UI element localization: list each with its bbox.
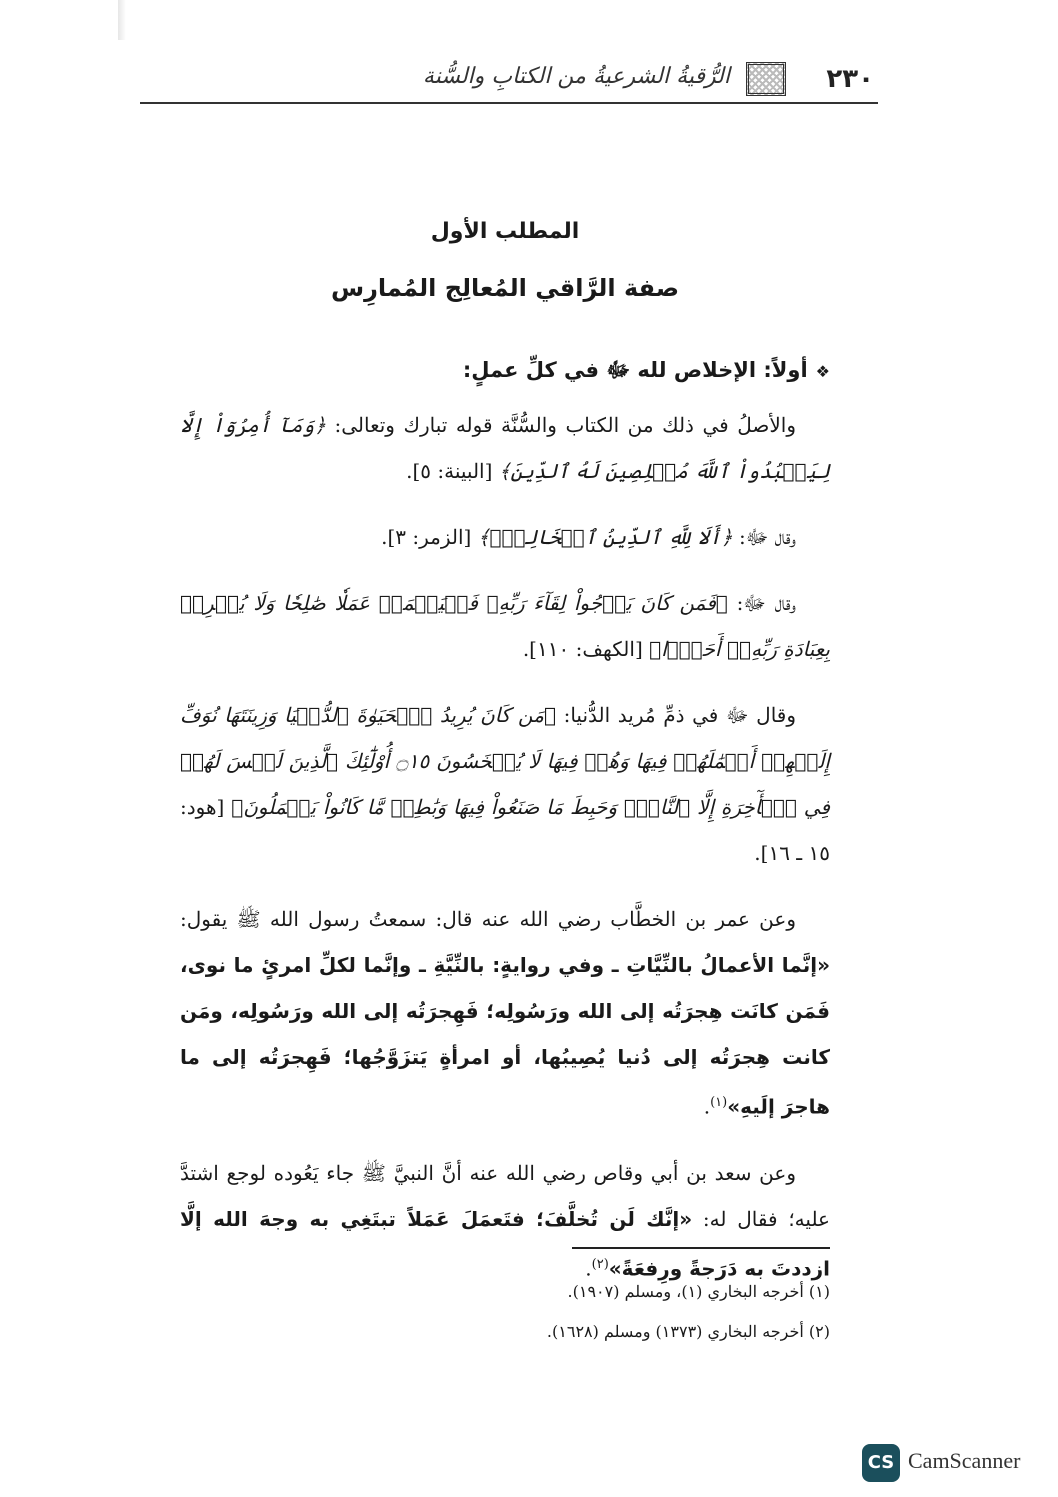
point-heading-text: أولاً: الإخلاص لله ﷻ في كلِّ عملٍ: xyxy=(462,358,808,382)
page-edge-shadow xyxy=(118,0,126,40)
quran-verse: ﴿مَن كَانَ يُرِيدُ ٱلۡحَيَوٰةَ ٱلدُّنۡيَا وَزِينَتَهَا نُوَفِّ إِلَيۡهِمۡ أَعۡمَٰلَهُمۡ فِيهَا وَهُمۡ فِيهَا لَا يُبۡخَسُونَ ۝١٥ أُوْلَٰٓئِكَ ٱلَّذِينَ لَيۡسَ لَهُمۡ فِي ٱلۡأٓخِرَةِ إِلَّا ٱلنَّارُۖ وَحَبِطَ مَا صَنَعُواْ فِيهَا وَبَٰطِلٞ مَّا كَانُواْ يَعۡمَلُونَ﴾ xyxy=(180,703,830,819)
footnote-ref: (١) xyxy=(710,1095,728,1110)
page-body xyxy=(180,210,830,1291)
header-divider xyxy=(140,102,878,104)
paragraph-end: . xyxy=(585,1256,592,1281)
running-header xyxy=(140,58,878,108)
footnote-2: (٢) أخرجه البخاري (١٣٧٣) ومسلم (١٦٢٨). xyxy=(546,1322,830,1341)
verse-reference: [الزمر: ٣]. xyxy=(381,525,478,549)
paragraph-text: والأصلُ في ذلك من الكتاب والسُّنَّة قوله تبارك وتعالى: xyxy=(325,413,796,437)
hadith-quote: «إنَّما الأعمالُ بالنِّيَّاتِ ـ وفي روايةٍ: بالنِّيَّةِ ـ وإنَّما لكلِّ امرئٍ ما نوى، فَمَن كانَت هِجرَتُه إلى الله ورَسُولِه؛ فَهِجرَتُه إلى الله ورَسُولِه، ومَن كانت هِجرَتُه إلى دُنيا يُصِيبُها، أو امرأةٍ يَتزَوَّجُها؛ فَهِجرَتُه إلى ما هاجرَ إلَيهِ» xyxy=(180,953,830,1119)
paragraph-3 xyxy=(180,580,830,672)
footnote-1: (١) أخرجه البخاري (١)، ومسلم (١٩٠٧). xyxy=(567,1282,830,1301)
paragraph-text: وقال ﷻ: xyxy=(727,591,796,615)
verse-reference: [الكهف: ١١٠]. xyxy=(522,637,650,661)
quran-verse: ﴿وَمَآ أُمِرُوٓاْ إِلَّا لِيَعۡبُدُواْ ٱللَّهَ مُخۡلِصِينَ لَهُ ٱلدِّينَ﴾ xyxy=(180,413,830,483)
page-number: ٢٣٠ xyxy=(826,64,874,94)
paragraph-5 xyxy=(180,896,830,1130)
footnotes xyxy=(180,1272,830,1352)
section-title: المطلب الأول xyxy=(430,219,580,244)
ornament-icon xyxy=(746,62,786,96)
paragraph-6 xyxy=(180,1150,830,1292)
bullet-icon: ❖ xyxy=(815,362,830,381)
verse-reference: [البينة: ٥]. xyxy=(406,459,499,483)
section-subtitle: صفة الرَّاقي المُعالِج المُمارِس xyxy=(330,274,680,302)
camscanner-watermark xyxy=(862,1440,1052,1486)
paragraph-2 xyxy=(180,514,830,560)
paragraph-4 xyxy=(180,692,830,876)
paragraph-text: وقال ﷻ: xyxy=(732,525,796,549)
quran-verse: ﴿أَلَا لِلَّهِ ٱلدِّينُ ٱلۡخَالِصُۚ﴾ xyxy=(477,525,733,549)
running-title: الرُّقيةُ الشرعيةُ من الكتابِ والسُّنة xyxy=(422,64,730,89)
hadith-quote: «إنَّك لَن تُخلَّفَ؛ فتَعمَلَ عَمَلاً تبتَغِي به وجهَ الله إلَّا ازددتَ به دَرَجةً ورِفعَةً» xyxy=(180,1206,830,1281)
point-heading xyxy=(180,350,830,392)
paragraph-end: . xyxy=(703,1094,711,1119)
verse-reference: [هود: ١٥ ـ ١٦]. xyxy=(180,795,830,865)
quran-verse: ﴿فَمَن كَانَ يَرۡجُواْ لِقَآءَ رَبِّهِۦ فَلۡيَعۡمَلۡ عَمَلٗا صَٰلِحٗا وَلَا يُشۡرِكۡ بِعِبَادَةِ رَبِّهِۦٓ أَحَدَۢا﴾ xyxy=(180,591,830,661)
camscanner-logo-icon: CS xyxy=(862,1444,900,1482)
camscanner-name: CamScanner xyxy=(908,1448,1021,1473)
footnote-ref: (٢) xyxy=(591,1256,609,1272)
paragraph-1 xyxy=(180,402,830,494)
paragraph-text: وقال ﷻ في ذمِّ مُريد الدُّنيا: xyxy=(555,703,797,727)
paragraph-text: وعن سعد بن أبي وقاص رضي الله عنه أنَّ النبيَّ ﷺ جاء يَعُوده لوجع اشتدَّ عليه؛ فقال له: xyxy=(180,1160,830,1231)
footnote-divider xyxy=(572,1247,830,1249)
paragraph-text: وعن عمر بن الخطَّاب رضي الله عنه قال: سمعتُ رسول الله ﷺ يقول: xyxy=(180,907,796,931)
